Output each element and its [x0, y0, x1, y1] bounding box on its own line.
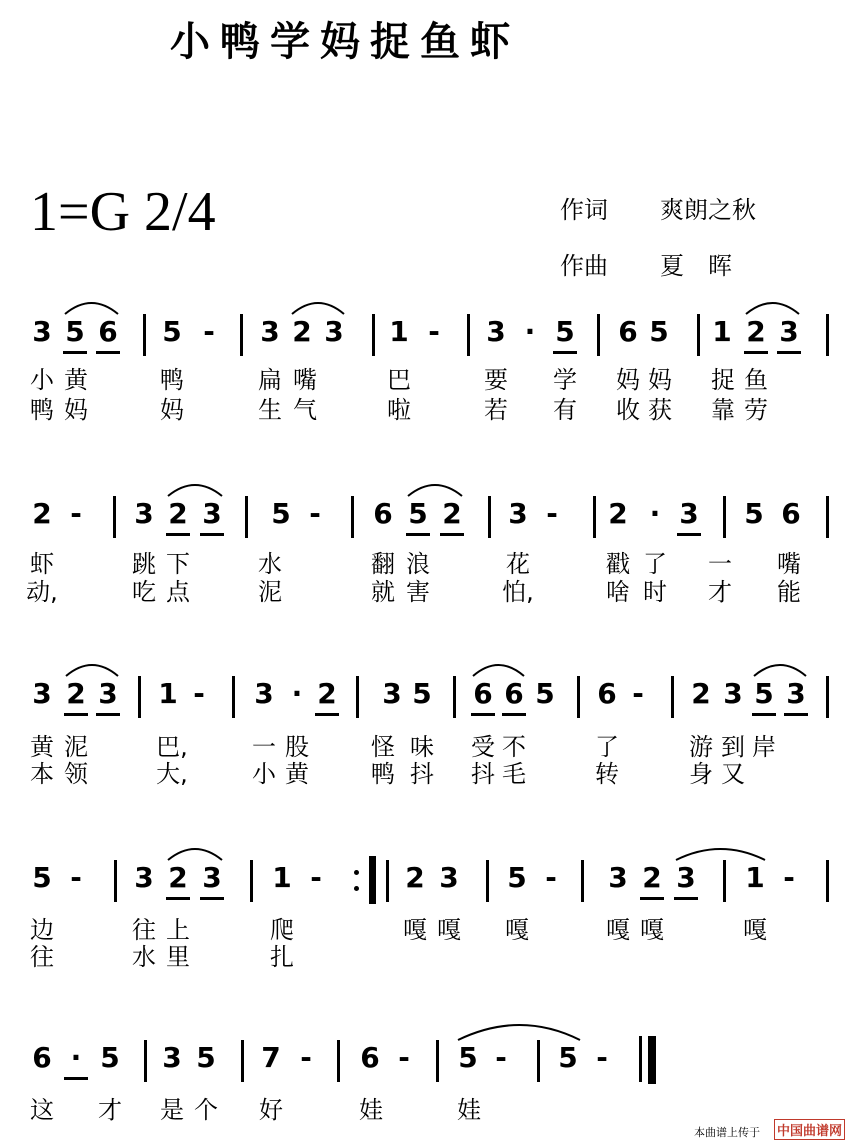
slur — [168, 485, 222, 496]
barline — [723, 860, 726, 902]
note: 5 — [558, 1041, 578, 1074]
lyric-verse1: 受 — [471, 733, 495, 761]
lyric-verse2: 啦 — [387, 396, 411, 424]
barline — [537, 1040, 540, 1082]
barline — [697, 314, 700, 356]
sustain-dash: - — [495, 1041, 507, 1074]
lyric-verse1: 味 — [410, 733, 434, 761]
final-barline-thick — [648, 1036, 655, 1084]
lyric-verse1: 了 — [643, 550, 667, 578]
note: 1 — [389, 315, 409, 348]
note: 3 — [508, 497, 528, 530]
dot: · — [649, 497, 661, 530]
lyric-verse1: 游 — [689, 733, 713, 761]
lyric-verse2: 鸭 — [371, 760, 395, 788]
note: 5 — [412, 677, 432, 710]
lyric-verse2: 身 — [689, 760, 713, 788]
note: 5 — [408, 497, 428, 530]
eighth-underline — [96, 351, 120, 354]
note: 5 — [535, 677, 555, 710]
note: 5 — [162, 315, 182, 348]
lyric-verse1: 戳 — [606, 550, 630, 578]
note: 6 — [360, 1041, 380, 1074]
barline — [143, 314, 146, 356]
note: 2 — [168, 861, 188, 894]
lyric-verse2: 抖 — [471, 760, 495, 788]
lyric-verse1: 跳 — [132, 550, 156, 578]
barline — [826, 676, 829, 718]
barline — [488, 496, 491, 538]
note: 2 — [317, 677, 337, 710]
barline — [113, 496, 116, 538]
lyric-verse2: 妈 — [160, 396, 184, 424]
note: 3 — [676, 861, 696, 894]
lyric-verse1: 妈 — [648, 366, 672, 394]
note: 5 — [100, 1041, 120, 1074]
barline — [597, 314, 600, 356]
note: 3 — [254, 677, 274, 710]
sustain-dash: - — [193, 677, 205, 710]
lyric-verse1: 才 — [98, 1096, 122, 1124]
lyric-verse2: 黄 — [285, 760, 309, 788]
eighth-underline — [677, 533, 701, 536]
lyric-verse1: 嘎 — [505, 916, 529, 944]
note: 5 — [507, 861, 527, 894]
lyric-verse1: 嘎 — [640, 916, 664, 944]
lyric-verse2: 转 — [595, 760, 619, 788]
eighth-underline — [64, 1077, 88, 1080]
note: 5 — [196, 1041, 216, 1074]
eighth-underline — [777, 351, 801, 354]
note: 1 — [158, 677, 178, 710]
lyric-verse1: 鸭 — [160, 366, 184, 394]
sustain-dash: - — [70, 861, 82, 894]
note: 3 — [679, 497, 699, 530]
sustain-dash: - — [309, 497, 321, 530]
barline — [386, 860, 389, 902]
lyric-verse2: 水 — [132, 943, 156, 971]
barline — [351, 496, 354, 538]
slur — [473, 665, 524, 676]
lyric-verse2: 妈 — [64, 396, 88, 424]
repeat-dot — [354, 886, 359, 891]
eighth-underline — [744, 351, 768, 354]
barline — [138, 676, 141, 718]
lyric-verse1: 下 — [166, 550, 190, 578]
note: 3 — [98, 677, 118, 710]
lyric-verse2: 害 — [406, 578, 430, 606]
sustain-dash: - — [203, 315, 215, 348]
lyric-verse2: 抖 — [410, 760, 434, 788]
lyricist-name: 爽朗之秋 — [660, 196, 756, 224]
note: 3 — [32, 677, 52, 710]
lyric-verse1: 虾 — [30, 550, 54, 578]
lyric-verse1: 嘎 — [403, 916, 427, 944]
note: 7 — [261, 1041, 281, 1074]
lyric-verse2: 啥 — [606, 578, 630, 606]
note: 5 — [458, 1041, 478, 1074]
slur — [292, 303, 344, 314]
sustain-dash: - — [428, 315, 440, 348]
eighth-underline — [315, 713, 339, 716]
slur — [168, 849, 222, 860]
lyric-verse1: 嘎 — [606, 916, 630, 944]
eighth-underline — [502, 713, 526, 716]
barline — [826, 496, 829, 538]
lyric-verse1: 一 — [252, 733, 276, 761]
lyric-verse1: 这 — [30, 1096, 54, 1124]
lyric-verse1: 股 — [285, 733, 309, 761]
note: 2 — [442, 497, 462, 530]
note: 1 — [272, 861, 292, 894]
note: 1 — [745, 861, 765, 894]
lyric-verse2: 若 — [484, 396, 508, 424]
lyric-verse2: 里 — [166, 943, 190, 971]
lyric-verse1: 好 — [259, 1096, 283, 1124]
lyric-verse1: 黄 — [64, 366, 88, 394]
lyric-verse1: 捉 — [711, 366, 735, 394]
eighth-underline — [784, 713, 808, 716]
lyric-verse1: 爬 — [270, 916, 294, 944]
note: 6 — [98, 315, 118, 348]
eighth-underline — [471, 713, 495, 716]
lyric-verse2: 小 — [252, 760, 276, 788]
barline — [250, 860, 253, 902]
barline — [486, 860, 489, 902]
lyric-verse1: 上 — [166, 916, 190, 944]
slur — [676, 849, 765, 860]
eighth-underline — [64, 713, 88, 716]
dot: · — [524, 315, 536, 348]
slur — [746, 303, 799, 314]
note: 2 — [608, 497, 628, 530]
barline — [453, 676, 456, 718]
eighth-underline — [440, 533, 464, 536]
note: 6 — [32, 1041, 52, 1074]
barline — [245, 496, 248, 538]
barline — [232, 676, 235, 718]
eighth-underline — [553, 351, 577, 354]
sustain-dash: - — [546, 497, 558, 530]
lyric-verse2: 往 — [30, 943, 54, 971]
note: 3 — [134, 861, 154, 894]
sustain-dash: - — [632, 677, 644, 710]
lyric-verse2: 扎 — [270, 943, 294, 971]
thick-barline — [369, 856, 376, 904]
lyric-verse1: 嘴 — [293, 366, 317, 394]
lyric-verse1: 泥 — [64, 733, 88, 761]
note: 1 — [712, 315, 732, 348]
song-title: 小鸭学妈捉鱼虾 — [170, 19, 520, 65]
sustain-dash: - — [783, 861, 795, 894]
sustain-dash: - — [398, 1041, 410, 1074]
lyric-verse2: 又 — [721, 760, 745, 788]
note: 2 — [642, 861, 662, 894]
barline — [593, 496, 596, 538]
lyric-verse2: 劳 — [744, 396, 768, 424]
note: 5 — [744, 497, 764, 530]
lyric-verse1: 浪 — [406, 550, 430, 578]
note: 6 — [597, 677, 617, 710]
lyric-verse2: 能 — [777, 578, 801, 606]
eighth-underline — [752, 713, 776, 716]
note: 3 — [202, 861, 222, 894]
barline — [114, 860, 117, 902]
lyric-verse1: 到 — [721, 733, 745, 761]
lyric-verse1: 鱼 — [744, 366, 768, 394]
lyric-verse2: 气 — [293, 396, 317, 424]
lyric-verse1: 怪 — [371, 733, 395, 761]
repeat-dot — [354, 870, 359, 875]
lyricist-label: 作词 — [560, 196, 608, 224]
lyric-verse1: 扁 — [258, 366, 282, 394]
barline — [581, 860, 584, 902]
lyric-verse1: 花 — [506, 550, 530, 578]
lyric-verse1: 嘴 — [777, 550, 801, 578]
footer-text: 本曲谱上传于 — [694, 1126, 760, 1139]
lyric-verse1: 学 — [553, 366, 577, 394]
note: 5 — [32, 861, 52, 894]
lyric-verse1: 巴, — [156, 733, 188, 761]
lyric-verse2: 本 — [30, 760, 54, 788]
note: 5 — [555, 315, 575, 348]
eighth-underline — [674, 897, 698, 900]
note: 6 — [618, 315, 638, 348]
lyric-verse2: 怕, — [502, 578, 534, 606]
note: 5 — [65, 315, 85, 348]
barline — [356, 676, 359, 718]
lyric-verse2: 领 — [64, 760, 88, 788]
eighth-underline — [200, 897, 224, 900]
barline — [826, 314, 829, 356]
note: 2 — [292, 315, 312, 348]
barline — [826, 860, 829, 902]
dot: · — [70, 1041, 82, 1074]
tie — [458, 1025, 580, 1040]
lyric-verse2: 动, — [26, 578, 58, 606]
note: 3 — [382, 677, 402, 710]
note: 3 — [202, 497, 222, 530]
lyric-verse1: 个 — [194, 1096, 218, 1124]
barline — [240, 314, 243, 356]
eighth-underline — [63, 351, 87, 354]
barline — [337, 1040, 340, 1082]
sustain-dash: - — [596, 1041, 608, 1074]
lyric-verse1: 一 — [708, 550, 732, 578]
barline — [671, 676, 674, 718]
final-barline-thin — [639, 1036, 642, 1078]
dot: · — [291, 677, 303, 710]
note: 2 — [691, 677, 711, 710]
lyric-verse1: 岸 — [752, 733, 776, 761]
eighth-underline — [200, 533, 224, 536]
note: 2 — [66, 677, 86, 710]
barline — [436, 1040, 439, 1082]
lyric-verse1: 往 — [132, 916, 156, 944]
composer-label: 作曲 — [560, 252, 608, 280]
note: 5 — [271, 497, 291, 530]
lyric-verse1: 不 — [502, 733, 526, 761]
lyric-verse2: 泥 — [258, 578, 282, 606]
lyric-verse1: 水 — [258, 550, 282, 578]
note: 6 — [504, 677, 524, 710]
note: 2 — [32, 497, 52, 530]
note: 6 — [373, 497, 393, 530]
key-signature: 1=G 2/4 — [30, 181, 216, 243]
lyric-verse1: 娃 — [359, 1096, 383, 1124]
eighth-underline — [640, 897, 664, 900]
slur — [65, 303, 118, 314]
lyric-verse2: 大, — [156, 760, 188, 788]
note: 6 — [473, 677, 493, 710]
sustain-dash: - — [300, 1041, 312, 1074]
lyric-verse2: 点 — [166, 578, 190, 606]
note: 2 — [168, 497, 188, 530]
lyric-verse1: 小 — [30, 366, 54, 394]
lyric-verse2: 获 — [648, 396, 672, 424]
lyric-verse2: 毛 — [502, 760, 526, 788]
sustain-dash: - — [70, 497, 82, 530]
barline — [241, 1040, 244, 1082]
eighth-underline — [96, 713, 120, 716]
note: 3 — [723, 677, 743, 710]
note: 2 — [746, 315, 766, 348]
note: 3 — [779, 315, 799, 348]
lyric-verse1: 边 — [30, 916, 54, 944]
note: 2 — [405, 861, 425, 894]
sustain-dash: - — [310, 861, 322, 894]
site-logo: 中国曲谱网 — [774, 1119, 845, 1140]
note: 3 — [608, 861, 628, 894]
note: 3 — [134, 497, 154, 530]
lyric-verse2: 时 — [643, 578, 667, 606]
lyric-verse2: 吃 — [132, 578, 156, 606]
lyric-verse1: 翻 — [371, 550, 395, 578]
lyric-verse2: 有 — [553, 396, 577, 424]
barline — [144, 1040, 147, 1082]
note: 3 — [32, 315, 52, 348]
lyric-verse2: 收 — [616, 396, 640, 424]
eighth-underline — [406, 533, 430, 536]
lyric-verse2: 靠 — [711, 396, 735, 424]
note: 3 — [486, 315, 506, 348]
slur — [408, 485, 462, 496]
lyric-verse2: 才 — [708, 578, 732, 606]
lyric-verse1: 要 — [484, 366, 508, 394]
lyric-verse1: 巴 — [387, 366, 411, 394]
barline — [467, 314, 470, 356]
lyric-verse2: 生 — [258, 396, 282, 424]
eighth-underline — [166, 897, 190, 900]
note: 5 — [649, 315, 669, 348]
note: 3 — [260, 315, 280, 348]
lyric-verse1: 嘎 — [437, 916, 461, 944]
barline — [577, 676, 580, 718]
lyric-verse1: 是 — [160, 1096, 184, 1124]
note: 3 — [439, 861, 459, 894]
note: 6 — [781, 497, 801, 530]
slur — [754, 665, 806, 676]
note: 3 — [324, 315, 344, 348]
sustain-dash: - — [545, 861, 557, 894]
composer-name: 夏 晖 — [660, 252, 732, 280]
lyric-verse2: 鸭 — [30, 396, 54, 424]
lyric-verse1: 黄 — [30, 733, 54, 761]
lyric-verse2: 就 — [371, 578, 395, 606]
barline — [372, 314, 375, 356]
lyric-verse1: 了 — [595, 733, 619, 761]
note: 3 — [162, 1041, 182, 1074]
note: 3 — [786, 677, 806, 710]
barline — [723, 496, 726, 538]
eighth-underline — [166, 533, 190, 536]
slur — [66, 665, 118, 676]
lyric-verse1: 娃 — [457, 1096, 481, 1124]
note: 5 — [754, 677, 774, 710]
lyric-verse1: 妈 — [616, 366, 640, 394]
lyric-verse1: 嘎 — [743, 916, 767, 944]
